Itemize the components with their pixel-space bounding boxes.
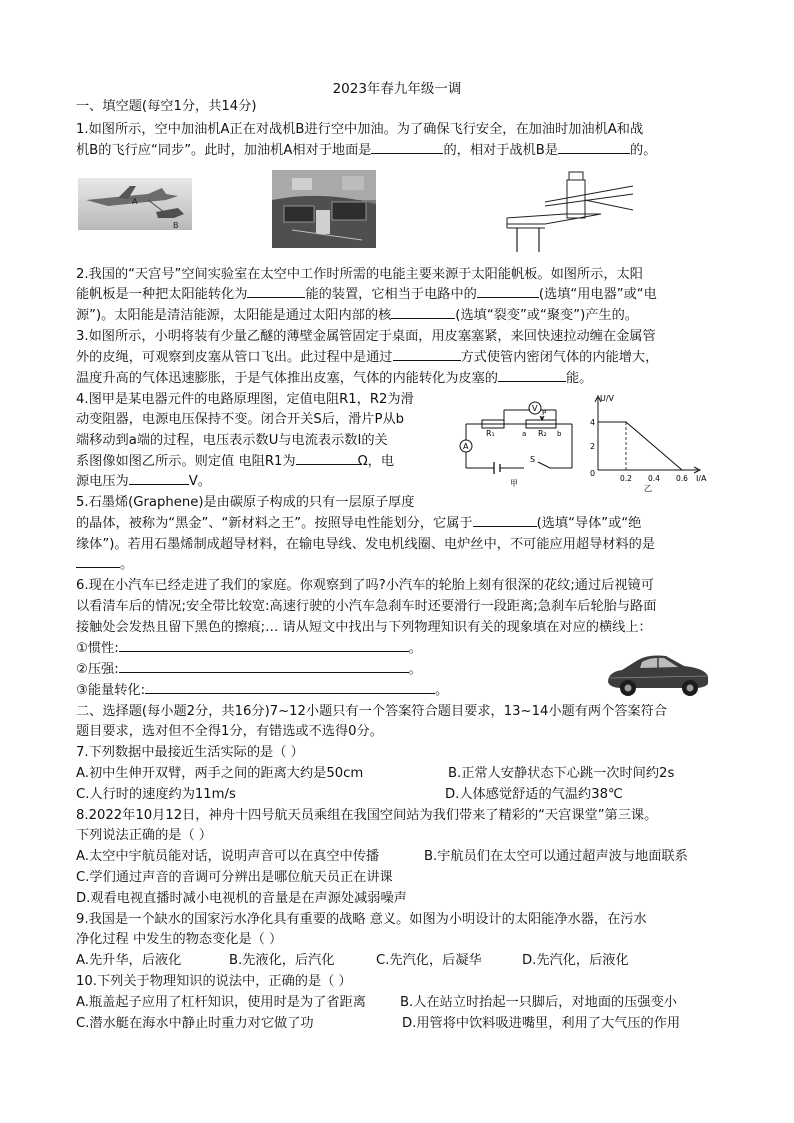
q7-stem: 7.下列数据中最接近生活实际的是（ ） bbox=[76, 745, 304, 760]
q6-item1-end: 。 bbox=[408, 641, 422, 656]
graph-xtick-0-2: 0.2 bbox=[620, 474, 632, 483]
q10-option-b[interactable]: B.人在站立时抬起一只脚后，对地面的压强变小 bbox=[400, 995, 677, 1010]
q4-line3: 端移动到a端的过程，电压表示数U与电流表示数I的关 bbox=[76, 433, 388, 448]
page-title: 2023年春九年级一调 bbox=[332, 81, 462, 97]
graph-xtick-0-4: 0.4 bbox=[648, 474, 660, 483]
q8-line1: 8.2022年10月12日，神舟十四号航天员乘组在我国空间站为我们带来了精彩的“天宫课堂”第三课。 bbox=[76, 808, 658, 823]
q2-text-c: (选填“用电器”或“电 bbox=[538, 287, 657, 302]
q3-text-b: 方式使管内密闭气体的内能增大， bbox=[460, 350, 659, 365]
q2-text-a: 能帆板是一种把太阳能转化为 bbox=[76, 287, 248, 302]
q3-line3 bbox=[76, 369, 592, 388]
q1-blank-2[interactable] bbox=[558, 141, 630, 154]
q10-stem: 10.下列关于物理知识的说法中，正确的是（ ） bbox=[76, 974, 352, 989]
q3-line2 bbox=[76, 348, 658, 367]
q6-item3-label: ③能量转化: bbox=[76, 683, 146, 698]
q5-line3: 缘体”)。若用石墨烯制成超导材料，在输电导线、发电机线圈、电炉丝中，不可能应用超导材料的是 bbox=[76, 537, 656, 552]
q9-option-c[interactable]: C.先汽化，后凝华 bbox=[376, 953, 482, 968]
refueling-aircraft-photo bbox=[78, 178, 192, 230]
q4-text-a: 系图像如图乙所示。则定值 电阻R1为 bbox=[76, 454, 296, 469]
q2-blank-1[interactable] bbox=[247, 285, 305, 298]
graph-caption: 乙 bbox=[644, 484, 652, 492]
switch-label: S bbox=[530, 455, 536, 464]
q3-text-c: 温度升高的气体迅速膨胀，于是气体推出皮塞，气体的内能转化为皮塞的 bbox=[76, 371, 498, 386]
q3-text-d: 能。 bbox=[566, 371, 593, 386]
q8-option-c[interactable]: C.学们通过声音的音调可分辨出是哪位航天员正在讲课 bbox=[76, 870, 393, 885]
q2-line2 bbox=[76, 285, 657, 304]
graph-y-label: U/V bbox=[600, 394, 615, 403]
q7-option-b[interactable]: B.正常人安静状态下心跳一次时间约2s bbox=[448, 766, 675, 781]
r2-label: R₂ bbox=[538, 429, 547, 438]
q1-line1: 1.如图所示，空中加油机A正在对战机B进行空中加油。为了确保飞行安全，在加油时加油机A和战 bbox=[76, 122, 644, 137]
q6-blank-3[interactable] bbox=[145, 681, 435, 694]
q6-item2-label: ②压强: bbox=[76, 662, 119, 677]
slider-p-label: P bbox=[542, 409, 547, 417]
q4-text-d: V。 bbox=[188, 474, 211, 489]
graph-ytick-4: 4 bbox=[590, 418, 596, 427]
q2-blank-3[interactable] bbox=[391, 306, 455, 319]
q6-line2: 以看清车后的情况;安全带比较宽:高速行驶的小汽车急刹车时还要滑行一段距离;急刹车后轮胎与路面 bbox=[76, 599, 657, 614]
section2-line2: 题目要求，选对但不全得1分，有错选或不选得0分。 bbox=[76, 724, 383, 739]
q8-option-d[interactable]: D.观看电视直播时减小电视机的音量是在声源处减弱噪声 bbox=[76, 891, 407, 906]
q9-option-b[interactable]: B.先液化，后汽化 bbox=[229, 953, 335, 968]
q8-option-b[interactable]: B.宇航员们在太空可以通过超声波与地面联系 bbox=[424, 849, 688, 864]
section1-heading: 一、填空题(每空1分，共14分) bbox=[76, 99, 257, 114]
q2-blank-2[interactable] bbox=[477, 285, 539, 298]
q5-text-c: 。 bbox=[120, 557, 134, 572]
q2-text-b: 能的装置，它相当于电路中的 bbox=[305, 287, 477, 302]
circuit-diagram bbox=[454, 396, 582, 490]
q1-line2 bbox=[76, 141, 656, 160]
graph-data-line bbox=[598, 422, 682, 470]
q4-line2: 动变阻器，电源电压保持不变。闭合开关S后，滑片P从b bbox=[76, 412, 405, 427]
ammeter-label: A bbox=[463, 442, 469, 451]
graph-x-label: I/A bbox=[696, 474, 707, 483]
graph-ytick-2: 2 bbox=[590, 442, 596, 451]
q4-text-c: 源电压为 bbox=[76, 474, 129, 489]
q4-blank-2[interactable] bbox=[129, 472, 189, 485]
q6-item3-end: 。 bbox=[435, 683, 449, 698]
q4-line5 bbox=[76, 472, 211, 491]
q4-blank-1[interactable] bbox=[296, 452, 358, 465]
q2-line3 bbox=[76, 306, 638, 325]
car-image bbox=[604, 646, 712, 698]
q4-line4 bbox=[76, 452, 394, 471]
q1-text-a: 机B的飞行应“同步”。此时，加油机A相对于地面是 bbox=[76, 143, 372, 158]
q3-blank-2[interactable] bbox=[498, 369, 566, 382]
q5-line1: 5.石墨烯(Graphene)是由碳原子构成的只有一层原子厚度 bbox=[76, 495, 415, 510]
q6-line1: 6.现在小汽车已经走进了我们的家庭。你观察到了吗?小汽车的轮胎上刻有很深的花纹;通过后视镜可 bbox=[76, 578, 654, 593]
section2-line1: 二、选择题(每小题2分，共16分)7~12小题只有一个答案符合题目要求，13~14小题有两个答案符合 bbox=[76, 704, 668, 719]
q3-line1: 3.如图所示，小明将装有少量乙醚的薄壁金属管固定于桌面，用皮塞塞紧，来回快速拉动缠在金属管 bbox=[76, 329, 656, 344]
q10-option-c[interactable]: C.潜水艇在海水中静止时重力对它做了功 bbox=[76, 1016, 314, 1031]
q5-blank-1[interactable] bbox=[473, 514, 537, 527]
q5-line4 bbox=[76, 555, 133, 574]
q7-option-c[interactable]: C.人行时的速度约为11m/s bbox=[76, 787, 236, 802]
q6-item1-label: ①惯性: bbox=[76, 641, 119, 656]
q2-text-e: (选填“裂变”或“聚变”)产生的。 bbox=[455, 308, 638, 323]
q4-text-b: Ω，电 bbox=[357, 454, 395, 469]
q2-text-d: 源”)。太阳能是清洁能源，太阳能是通过太阳内部的核 bbox=[76, 308, 392, 323]
graph-xtick-0-6: 0.6 bbox=[676, 474, 688, 483]
q10-option-a[interactable]: A.瓶盖起子应用了杠杆知识，使用时是为了省距离 bbox=[76, 995, 366, 1010]
q5-text-b: (选填“导体”或“绝 bbox=[536, 516, 642, 531]
q7-option-d[interactable]: D.人体感觉舒适的气温约38℃ bbox=[445, 787, 623, 802]
q7-option-a[interactable]: A.初中生伸开双臂，两手之间的距离大约是50cm bbox=[76, 766, 364, 781]
q6-item2-end: 。 bbox=[408, 662, 422, 677]
label-a: A bbox=[132, 197, 138, 206]
q6-blank-1[interactable] bbox=[119, 639, 409, 652]
q6-item3 bbox=[76, 681, 448, 700]
q8-line2: 下列说法正确的是（ ） bbox=[76, 828, 213, 843]
q6-line3: 接触处会发热且留下黑色的擦痕;… 请从短文中找出与下列物理知识有关的现象填在对应的横线上： bbox=[76, 620, 652, 635]
circuit-caption: 甲 bbox=[510, 479, 518, 488]
u-i-graph bbox=[586, 392, 710, 492]
r1-label: R₁ bbox=[486, 429, 495, 438]
q9-option-d[interactable]: D.先汽化，后液化 bbox=[522, 953, 629, 968]
q5-blank-2[interactable] bbox=[76, 555, 120, 568]
q9-line2: 净化过程 中发生的物态变化是（ ） bbox=[76, 932, 283, 947]
q1-text-c: 的。 bbox=[630, 143, 657, 158]
q8-option-a[interactable]: A.太空中宇航员能对话，说明声音可以在真空中传播 bbox=[76, 849, 380, 864]
q4-line1: 4.图甲是某电器元件的电路原理图，定值电阻R1，R2为滑 bbox=[76, 392, 414, 407]
metal-tube-apparatus bbox=[505, 166, 637, 254]
slider-b-label: b bbox=[557, 430, 562, 438]
graph-origin: 0 bbox=[590, 469, 596, 478]
q3-text-a: 外的皮绳，可观察到皮塞从管口飞出。此过程中是通过 bbox=[76, 350, 393, 365]
q6-item1 bbox=[76, 639, 422, 658]
q1-text-b: 的，相对于战机B是 bbox=[443, 143, 559, 158]
slider-a-label: a bbox=[522, 430, 527, 438]
q6-item2 bbox=[76, 660, 422, 679]
voltmeter-label: V bbox=[532, 404, 538, 413]
space-station-photo bbox=[272, 170, 376, 248]
q1-blank-1[interactable] bbox=[371, 141, 443, 154]
q3-blank-1[interactable] bbox=[393, 348, 461, 361]
q6-blank-2[interactable] bbox=[119, 660, 409, 673]
q9-line1: 9.我国是一个缺水的国家污水净化具有重要的战略 意义。如图为小明设计的太阳能净水器，在污水 bbox=[76, 912, 647, 927]
q10-option-d[interactable]: D.用管将中饮料吸进嘴里，利用了大气压的作用 bbox=[402, 1016, 681, 1031]
q5-text-a: 的晶体，被称为“黑金”、“新材料之王”。按照导电性能划分，它属于 bbox=[76, 516, 473, 531]
q5-line2 bbox=[76, 514, 641, 533]
q2-line1: 2.我国的“天宫号”空间实验室在太空中工作时所需的电能主要来源于太阳能帆板。如图所示，太阳 bbox=[76, 267, 643, 282]
label-b: B bbox=[173, 221, 179, 230]
q9-option-a[interactable]: A.先升华，后液化 bbox=[76, 953, 182, 968]
